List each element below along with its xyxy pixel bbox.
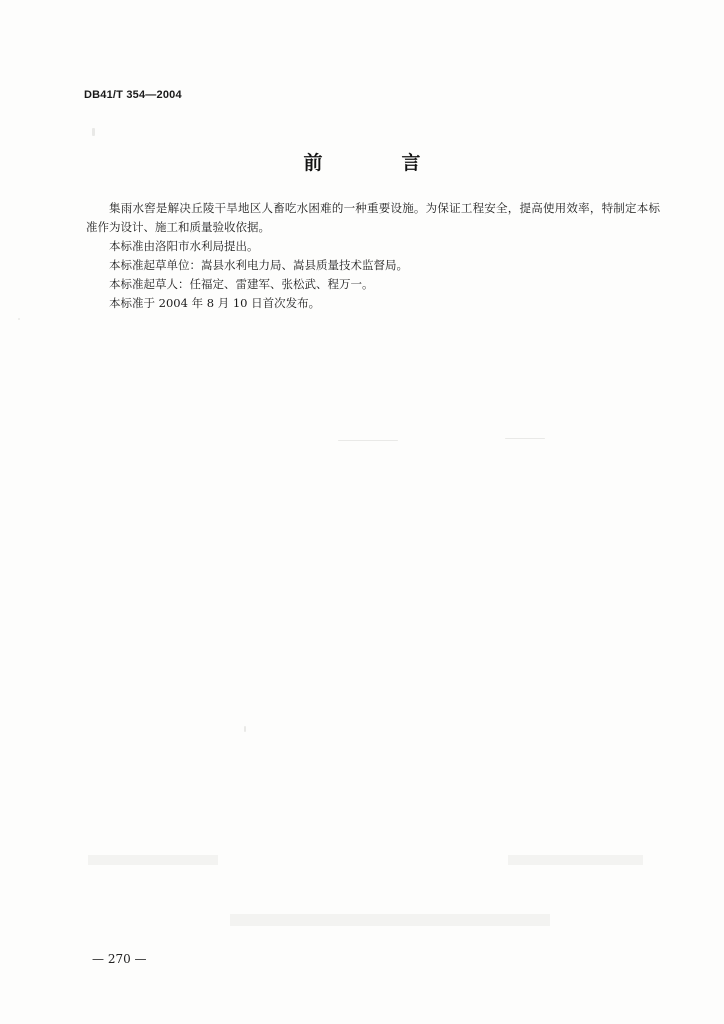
scan-bleed	[88, 855, 218, 865]
scan-speck	[92, 128, 95, 136]
scan-bleed	[508, 855, 643, 865]
scan-speck	[338, 440, 398, 441]
foreword-body	[86, 199, 660, 313]
paragraph-drafting-units: 本标准起草单位：嵩县水利电力局、嵩县质量技术监督局。	[109, 258, 408, 272]
page-number: — 270 —	[92, 952, 147, 966]
scan-speck	[244, 726, 246, 732]
paragraph-release-date: 本标准于 2004 年 8 月 10 日首次发布。	[109, 296, 321, 310]
scan-speck	[505, 438, 545, 439]
page-title: 前 言	[303, 152, 451, 174]
scan-speck	[18, 318, 20, 320]
document-code: DB41/T 354—2004	[84, 89, 182, 101]
paragraph-proposer: 本标准由洛阳市水利局提出。	[109, 239, 259, 253]
scan-bleed	[230, 914, 550, 926]
paragraph-intro: 集雨水窖是解决丘陵干旱地区人畜吃水困难的一种重要设施。为保证工程安全，提高使用效率，特制定本标准作为设计、施工和质量验收依据。	[86, 201, 660, 234]
paragraph-drafters: 本标准起草人：任福定、雷建军、张松武、程万一。	[109, 277, 374, 291]
